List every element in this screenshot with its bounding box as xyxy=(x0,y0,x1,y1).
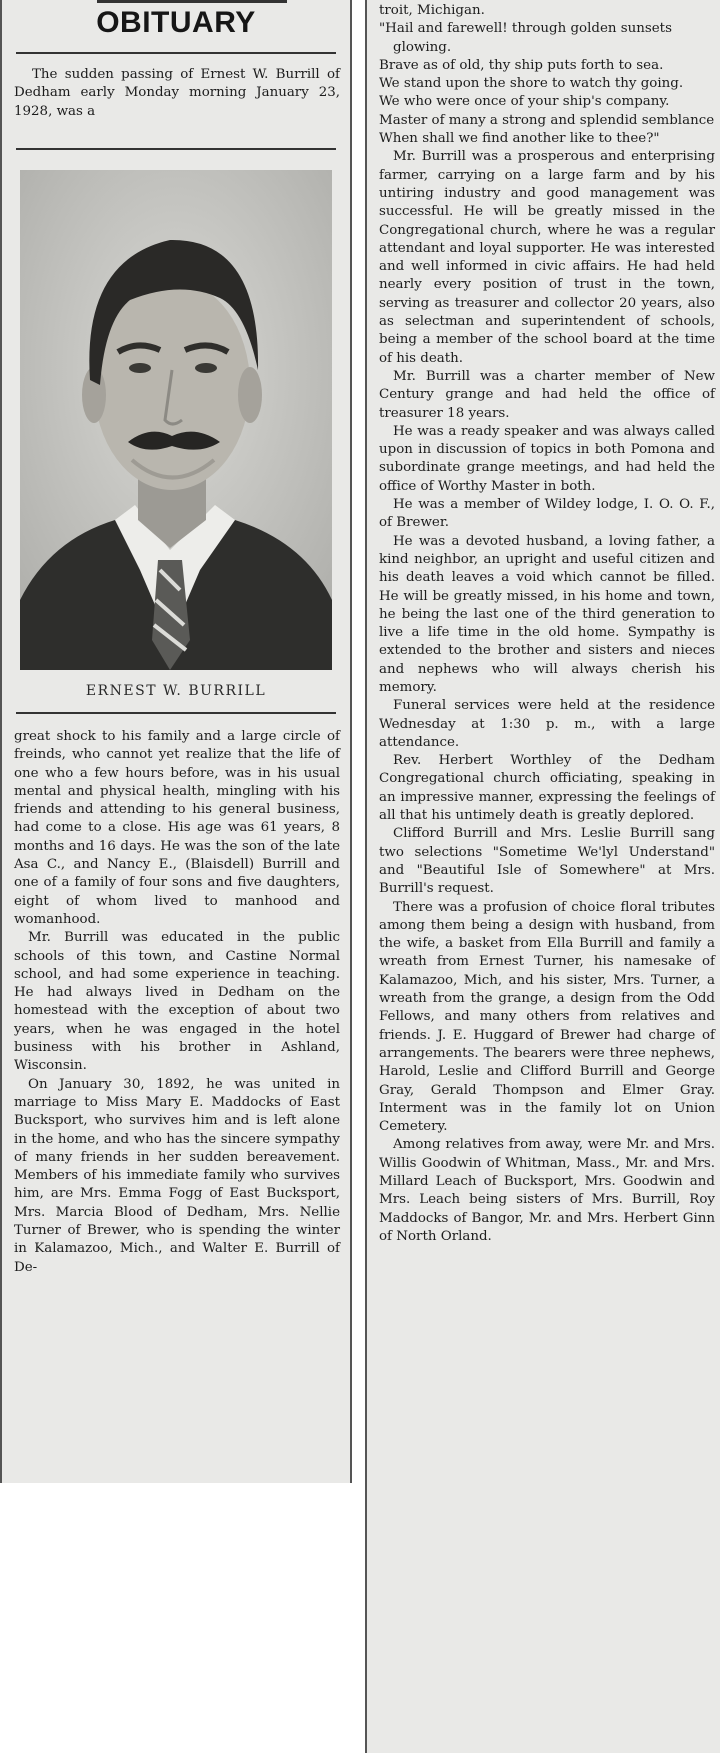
right-paragraph: Among relatives from away, were Mr. and Mrs. Willis Goodwin of Whitman, Mass., Mr. and Mrs. Millard Leach of Bucksport, Mrs. Goodwin and Mrs. Leach being sisters of Mrs. Burrill, Roy Maddocks of Bangor, Mr. and Mrs. Herbert Ginn of North Orland. xyxy=(379,1137,715,1244)
verse-line: When shall we find another like to thee?" xyxy=(379,131,660,147)
right-paragraph: Mr. Burrill was a charter member of New Century grange and had held the office of treasurer 18 years. xyxy=(379,368,715,421)
right-paragraph: He was a ready speaker and was always called upon in discussion of topics in both Pomona and subordinate grange meetings, and had held the office of Worthy Master in both. xyxy=(379,423,715,494)
right-paragraph: He was a member of Wildey lodge, I. O. O. F., of Brewer. xyxy=(379,497,715,531)
intro-paragraph xyxy=(14,66,340,121)
portrait-illustration xyxy=(20,170,332,670)
portrait-photo xyxy=(20,170,332,670)
intro-text: The sudden passing of Ernest W. Burrill of Dedham early Monday morning January 23, 1928, was a xyxy=(14,67,340,119)
right-paragraph: There was a profusion of choice floral tributes among them being a design with husband, from the wife, a basket from Ella Burrill and family a wreath from Ernest Turner, his namesake of Kalamazoo, Mich, and his sister, Mrs. Turner, a wreath from the grange, a design from the Odd Fellows, and many others from relatives and friends. J. E. Huggard of Brewer had charge of arrangements. The bearers were three nephews, Harold, Leslie and Clifford Burrill and George Gray, Gerald Thompson and Elmer Gray. Interment was in the family lot on Union Cemetery. xyxy=(379,899,715,1135)
photo-caption: ERNEST W. BURRILL xyxy=(85,683,267,699)
intro-rule xyxy=(16,148,336,150)
verse-line: We who were once of your ship's company. xyxy=(379,94,670,110)
headline-rule xyxy=(16,52,336,54)
verse-line: We stand upon the shore to watch thy going. xyxy=(379,76,684,92)
right-paragraph: He was a devoted husband, a loving father, a kind neighbor, an upright and useful citizen and his death leaves a void which cannot be filled. He will be greatly missed, in his home and town, he being the last one of the third generation to live a life time in the old home. Sympathy is extended to the brother and sisters and nieces and nephews who will always cherish his memory. xyxy=(379,533,715,695)
right-column xyxy=(365,0,720,1753)
continuation-text: troit, Michigan. xyxy=(379,3,485,18)
page-title: OBITUARY xyxy=(96,6,256,39)
caption-rule xyxy=(16,712,336,714)
right-paragraph: Funeral services were held at the residence Wednesday at 1:30 p. m., with a large attendance. xyxy=(379,698,715,750)
left-paragraph: On January 30, 1892, he was united in marriage to Miss Mary E. Maddocks of East Bucksport, who survives him and is left alone in the home, and who has the sincere sympathy of many friends in her sudden bereavement. Members of his immediate family who survives him, are Mrs. Emma Fogg of East Bucksport, Mrs. Marcia Blood of Dedham, Mrs. Nellie Turner of Brewer, who is spending the winter in Kalamazoo, Mich., and Walter E. Burrill of De- xyxy=(14,1076,340,1275)
verse-line: Master of many a strong and splendid semblance xyxy=(379,112,715,128)
left-paragraph: great shock to his family and a large circle of freinds, who cannot yet realize that the life of one who a few hours before, was in his usual mental and physical health, mingling with his friends and attending to his general business, had come to a close. His age was 61 years, 8 months and 16 days. He was the son of the late Asa C., and Nancy E., (Blaisdell) Burrill and one of a family of four sons and five daughters, eight of whom lived to manhood and womanhood. xyxy=(14,729,340,927)
left-paragraph: Mr. Burrill was educated in the public schools of this town, and Castine Normal school, and had some experience in teaching. He had always lived in Dedham on the homestead with the exception of about two years, when he was engaged in the hotel business with his brother in Ashland, Wisconsin. xyxy=(14,930,340,1074)
right-paragraph: Clifford Burrill and Mrs. Leslie Burrill sang two selections "Sometime We'lyl Understand" and "Beautiful Isle of Somewhere" at Mrs. Burrill's request. xyxy=(379,826,715,897)
left-body-text xyxy=(14,728,340,1277)
verse-line: "Hail and farewell! through golden sunsets glowing. xyxy=(379,21,672,55)
headline-top-rule xyxy=(97,0,287,3)
right-paragraph: Rev. Herbert Worthley of the Dedham Congregational church officiating, speaking in an impressive manner, expressing the feelings of all that his untimely death is greatly deplored. xyxy=(379,753,715,824)
left-column xyxy=(0,0,352,1483)
verse-line: Brave as of old, thy ship puts forth to sea. xyxy=(379,57,664,73)
right-body-text xyxy=(379,2,715,1246)
right-paragraph: Mr. Burrill was a prosperous and enterprising farmer, carrying on a large farm and by his untiring industry and good management was successful. He will be greatly missed in the Congregational church, where he was a regular attendant and loyal supporter. He was interested and well informed in civic affairs. He had held nearly every position of trust in the town, serving as treasurer and collector 20 years, also as selectman and superintendent of schools, being a member of the school board at the time of his death. xyxy=(379,149,715,366)
